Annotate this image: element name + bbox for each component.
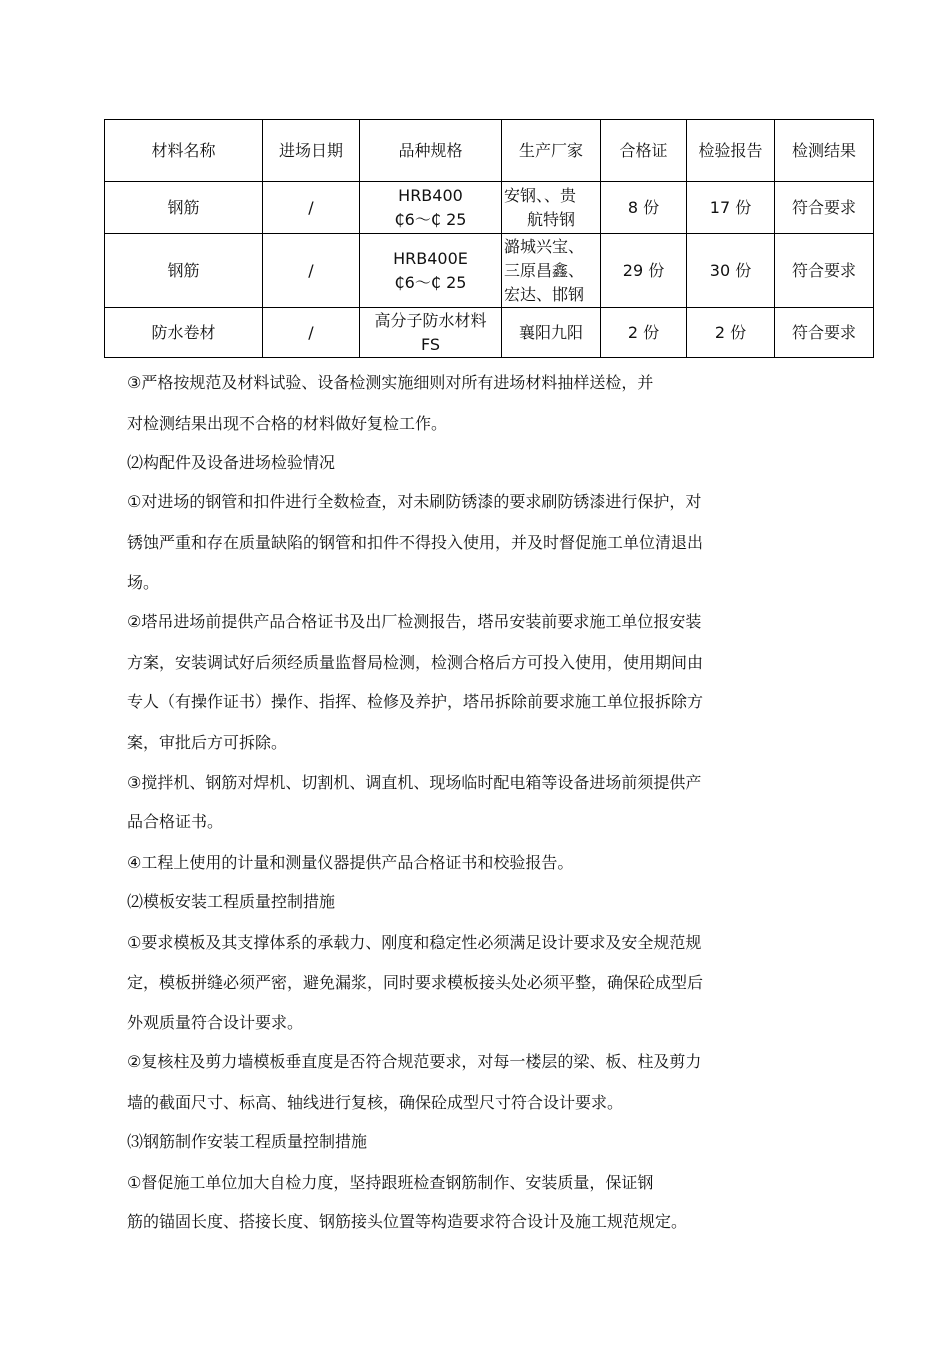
materials-table (104, 119, 874, 358)
certificate-count-cell: 2 份 (601, 308, 687, 358)
entry-date-cell: / (263, 234, 360, 308)
header-cell: 材料名称 (105, 120, 263, 182)
result-cell: 符合要求 (775, 308, 874, 358)
manufacturer-line: 潞城兴宝、 (504, 236, 585, 256)
manufacturer-line: 宏达、邯钢 (504, 284, 585, 304)
spec-line: ₵6～₵ 25 (394, 272, 467, 292)
spec-line: HRB400 (398, 185, 463, 205)
manufacturer-cell (502, 234, 601, 308)
spec-line: ₵6～₵ 25 (394, 209, 467, 229)
report-count-cell: 2 份 (687, 308, 775, 358)
spec-cell (360, 308, 502, 358)
report-count-cell: 17 份 (687, 182, 775, 234)
body-text-line: ③严格按规范及材料试验、设备检测实施细则对所有进场材料抽样送检，并 (127, 373, 654, 392)
body-text-line: ④工程上使用的计量和测量仪器提供产品合格证书和校验报告。 (127, 853, 574, 872)
section-heading: ⑵构配件及设备进场检验情况 (127, 453, 336, 472)
body-text-line: 墙的截面尺寸、标高、轴线进行复核，确保砼成型尺寸符合设计要求。 (127, 1093, 624, 1112)
material-name-cell: 钢筋 (105, 182, 263, 234)
body-text-line: ①要求模板及其支撑体系的承载力、刚度和稳定性必须满足设计要求及安全规范规 (127, 933, 702, 952)
body-text-line: ②复核柱及剪力墙模板垂直度是否符合规范要求，对每一楼层的梁、板、柱及剪力 (127, 1052, 702, 1071)
body-text-line: 专人（有操作证书）操作、指挥、检修及养护，塔吊拆除前要求施工单位报拆除方 (127, 692, 704, 711)
certificate-count-cell: 8 份 (601, 182, 687, 234)
table-row (105, 234, 874, 308)
body-text-line: 品合格证书。 (127, 812, 224, 831)
certificate-count-cell: 29 份 (601, 234, 687, 308)
spec-line: 高分子防水材料 (374, 310, 487, 330)
spec-cell (360, 182, 502, 234)
table-row (105, 182, 874, 234)
manufacturer-line: 三原昌鑫、 (504, 260, 585, 280)
manufacturer-line: 航特钢 (526, 209, 575, 229)
report-count-cell: 30 份 (687, 234, 775, 308)
table-header-row (105, 120, 874, 182)
section-heading: ⑵模板安装工程质量控制措施 (127, 892, 336, 911)
section-heading: ⑶钢筋制作安装工程质量控制措施 (127, 1132, 368, 1151)
body-text-line: ①督促施工单位加大自检力度，坚持跟班检查钢筋制作、安装质量，保证钢 (127, 1173, 654, 1192)
manufacturer-line: 安钢、、贵 (504, 185, 577, 205)
body-text-line: 筋的锚固长度、搭接长度、钢筋接头位置等构造要求符合设计及施工规范规定。 (127, 1212, 688, 1231)
manufacturer-cell (502, 182, 601, 234)
result-cell: 符合要求 (775, 234, 874, 308)
entry-date-cell: / (263, 182, 360, 234)
table-row (105, 308, 874, 358)
header-cell: 生产厂家 (502, 120, 601, 182)
body-text-line: 外观质量符合设计要求。 (127, 1013, 304, 1032)
body-text-line: ②塔吊进场前提供产品合格证书及出厂检测报告，塔吊安装前要求施工单位报安装 (127, 612, 702, 631)
material-name-cell: 钢筋 (105, 234, 263, 308)
entry-date-cell: / (263, 308, 360, 358)
material-name-cell: 防水卷材 (105, 308, 263, 358)
body-text-line: 案，审批后方可拆除。 (127, 733, 288, 752)
body-text-line: 方案，安装调试好后须经质量监督局检测，检测合格后方可投入使用，使用期间由 (127, 653, 704, 672)
body-text-line: ③搅拌机、钢筋对焊机、切割机、调直机、现场临时配电箱等设备进场前须提供产 (127, 773, 702, 792)
spec-cell (360, 234, 502, 308)
body-text-line: 锈蚀严重和存在质量缺陷的钢管和扣件不得投入使用，并及时督促施工单位清退出 (127, 533, 704, 552)
manufacturer-line: 襄阳九阳 (518, 322, 583, 342)
body-text-line: 定，模板拼缝必须严密，避免漏浆，同时要求模板接头处必须平整，确保砼成型后 (127, 973, 704, 992)
body-text-line: ①对进场的钢管和扣件进行全数检查，对未刷防锈漆的要求刷防锈漆进行保护，对 (127, 492, 702, 511)
manufacturer-cell (502, 308, 601, 358)
header-cell: 检验报告 (687, 120, 775, 182)
header-cell: 品种规格 (360, 120, 502, 182)
spec-line: FS (420, 334, 441, 354)
header-cell: 进场日期 (263, 120, 360, 182)
spec-line: HRB400E (393, 248, 468, 268)
header-cell: 检测结果 (775, 120, 874, 182)
body-text-line: 场。 (127, 573, 160, 592)
result-cell: 符合要求 (775, 182, 874, 234)
body-text-line: 对检测结果出现不合格的材料做好复检工作。 (127, 414, 448, 433)
header-cell: 合格证 (601, 120, 687, 182)
